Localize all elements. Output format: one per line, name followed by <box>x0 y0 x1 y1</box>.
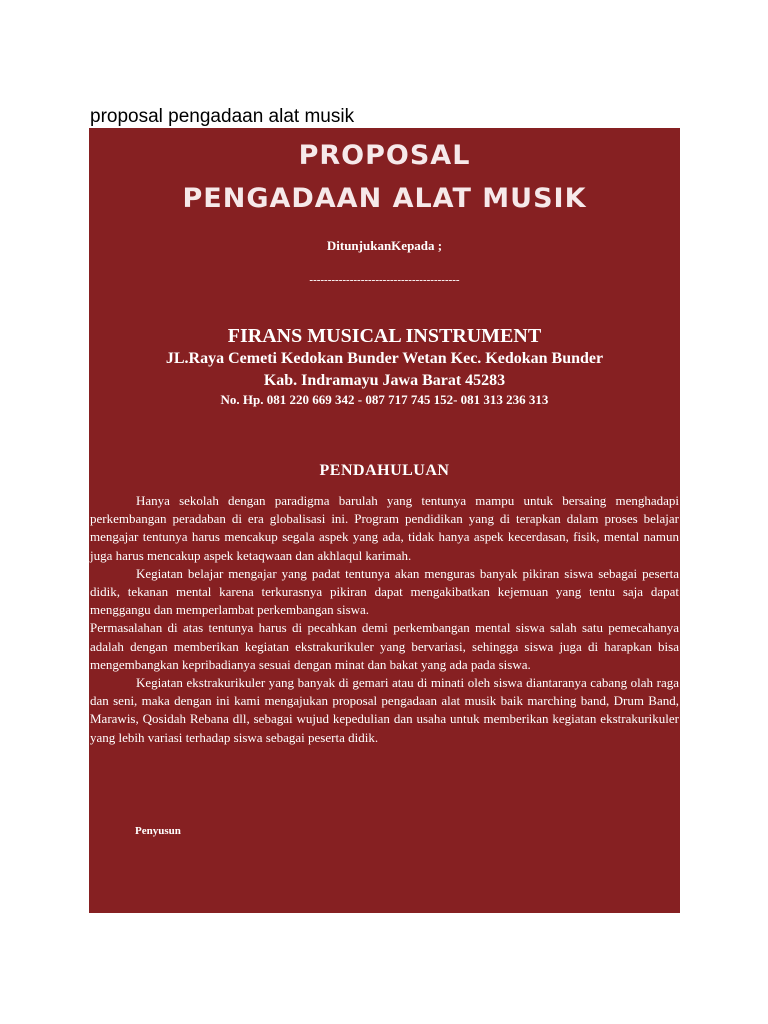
paragraph: Kegiatan ekstrakurikuler yang banyak di gemari atau di minati oleh siswa diantaranya cabang olah raga dan seni, maka dengan ini kami mengajukan proposal pengadaan alat musik baik marching band, Drum Band, Marawis, Qosidah Rebana dll, sebagai wujud kepedulian dan usaha untuk memberikan kegiatan ekstrakurikuler yang lebih variasi terhadap siswa sebagai peserta didik. <box>90 675 679 745</box>
paragraph: Kegiatan belajar mengajar yang padat tentunya akan menguras banyak pikiran siswa sebagai peserta didik, tekanan mental karena terkurasnya pikiran dapat mengakibatkan kejemuan yang tentu saja dapat menggangu dan memperlambat perkembangan siswa. <box>90 565 679 618</box>
company-name: FIRANS MUSICAL INSTRUMENT <box>227 325 542 347</box>
page-heading: proposal pengadaan alat musik <box>90 106 355 127</box>
author-label: Penyusun <box>135 825 181 837</box>
proposal-cover-panel <box>89 128 680 913</box>
paragraph: Hanya sekolah dengan paradigma barulah yang tentunya mampu untuk bersaing menghadapi perkembangan peradaban di era globalisasi ini. Program pendidikan yang di terapkan dalam proses belajar mengajar tentunya harus mencakup segala aspek yang ada, tidak hanya aspek kecerdasan, fisik, mental namun juga harus mencakup aspek ketaqwaan dan akhlaqul karimah. <box>90 493 679 563</box>
paragraph: Permasalahan di atas tentunya harus di pecahkan demi perkembangan mental siswa salah satu pemecahanya adalah dengan memberikan kegiatan ekstrakurikuler yang bervariasi, sehingga siswa juga di harapkan bisa mengembangkan kepribadianya sesuai dengan minat dan bakat yang ada pada siswa. <box>90 620 679 672</box>
company-phone: No. Hp. 081 220 669 342 - 087 717 745 152- 081 313 236 313 <box>220 392 549 407</box>
company-address-line-2: Kab. Indramayu Jawa Barat 45283 <box>263 372 506 389</box>
addressed-to-label: DitunjukanKepada ; <box>326 238 443 253</box>
proposal-title-line-2: PENGADAAN ALAT MUSIK <box>182 183 587 214</box>
proposal-title-line-1: PROPOSAL <box>298 140 471 171</box>
recipient-blank-line: ----------------------------------------- <box>309 274 460 286</box>
section-title-pendahuluan: PENDAHULUAN <box>319 462 450 479</box>
introduction-body <box>90 492 679 747</box>
company-address-line-1: JL.Raya Cemeti Kedokan Bunder Wetan Kec. Kedokan Bunder <box>165 350 604 367</box>
